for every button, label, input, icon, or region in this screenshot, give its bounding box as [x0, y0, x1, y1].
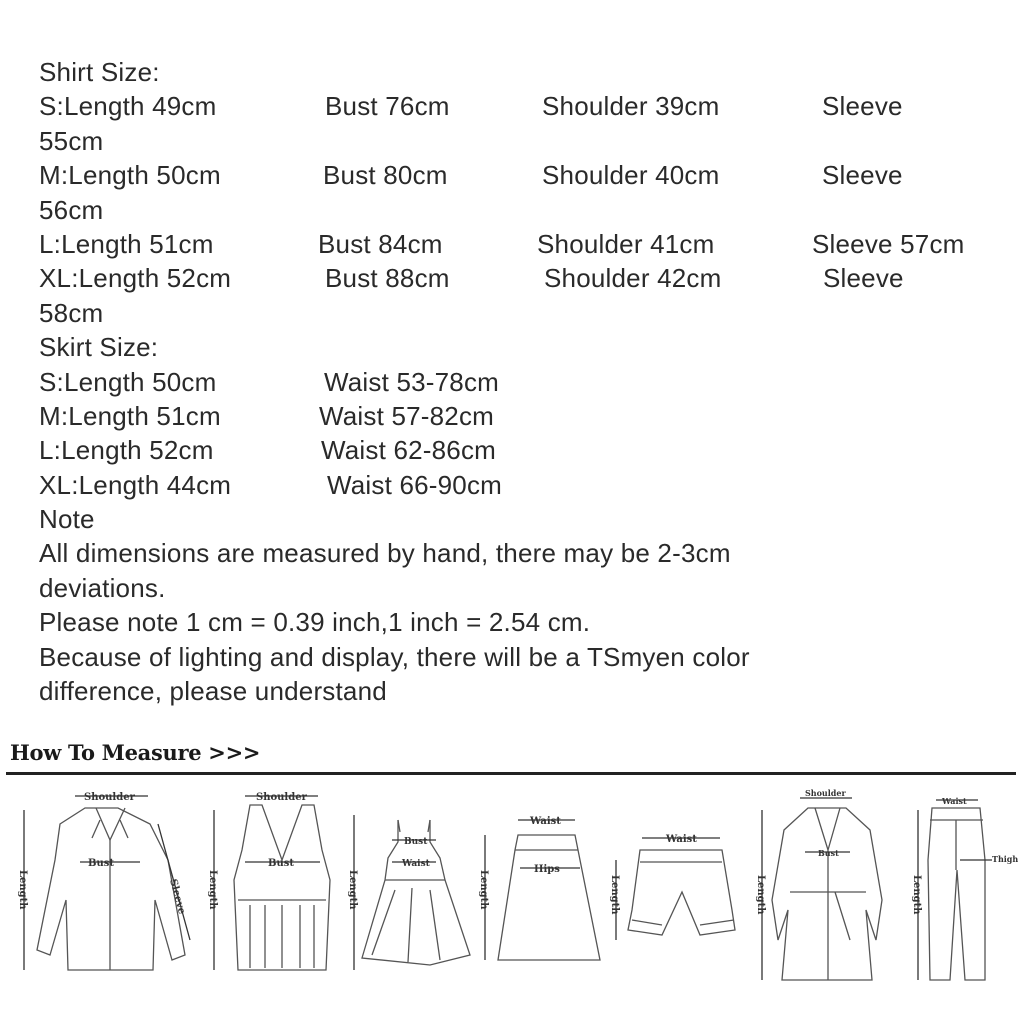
note-line: Because of lighting and display, there will be a TSmyen color difference, please understand	[39, 641, 750, 707]
label-thigh: Thigh	[992, 854, 1019, 864]
skirt-waist: Waist 62-86cm	[321, 435, 497, 466]
label-hips: Hips	[534, 864, 560, 875]
label-length: Length	[755, 875, 766, 915]
label-shoulder: Shoulder	[84, 792, 135, 803]
label-shoulder: Shoulder	[256, 792, 307, 803]
skirt-row-s	[39, 365, 999, 399]
pants-illustration	[918, 800, 992, 980]
shirt-row-s-wrap	[39, 124, 999, 158]
shirt-bust: Bust 88cm	[325, 263, 450, 294]
label-bust: Bust	[404, 837, 428, 847]
shirt-bust: Bust 80cm	[323, 160, 448, 191]
shirt-shoulder: Shoulder 41cm	[537, 228, 715, 259]
shirt-length: M:Length 50cm	[39, 160, 221, 191]
shirt-length: XL:Length 52cm	[39, 263, 232, 294]
label-waist: Waist	[666, 834, 697, 845]
skirt-waist: Waist 53-78cm	[324, 366, 500, 397]
label-length: Length	[207, 870, 218, 910]
shirt-shoulder: Shoulder 42cm	[544, 263, 722, 294]
shorts-illustration	[616, 838, 735, 940]
shirt-bust: Bust 76cm	[325, 91, 450, 122]
blouse-illustration	[24, 796, 190, 970]
label-waist: Waist	[942, 796, 967, 806]
shirt-row-xl-wrap	[39, 296, 999, 330]
skirt-waist: Waist 57-82cm	[319, 400, 495, 431]
skirt-length: S:Length 50cm	[39, 366, 217, 397]
size-chart-text	[39, 55, 999, 709]
shirt-bust: Bust 84cm	[318, 228, 443, 259]
shirt-length: L:Length 51cm	[39, 228, 214, 259]
label-length: Length	[911, 875, 922, 915]
shirt-row-m-wrap	[39, 193, 999, 227]
shirt-row-l	[39, 227, 999, 261]
shirt-size-heading	[39, 55, 999, 89]
coat-illustration	[762, 798, 882, 980]
shirt-shoulder: Shoulder 39cm	[542, 91, 720, 122]
skirt-size-heading	[39, 330, 999, 364]
label-length: Length	[478, 870, 489, 910]
label-bust: Bust	[818, 848, 839, 858]
note-line: Please note 1 cm = 0.39 inch,1 inch = 2.54 cm.	[39, 607, 591, 638]
skirt-row-m	[39, 399, 999, 433]
skirt-length: XL:Length 44cm	[39, 469, 232, 500]
divider	[6, 772, 1016, 775]
shirt-row-s	[39, 89, 999, 123]
label-bust: Bust	[88, 858, 114, 869]
note-heading	[39, 502, 999, 536]
shirt-shoulder: Shoulder 40cm	[542, 160, 720, 191]
shirt-sleeve: Sleeve	[823, 263, 904, 294]
vest-illustration	[214, 796, 330, 970]
shirt-length: S:Length 49cm	[39, 91, 217, 122]
how-to-measure-title: How To Measure >>>	[10, 740, 261, 765]
label-waist: Waist	[402, 859, 430, 869]
shirt-sleeve-wrap: 58cm	[39, 297, 104, 328]
skirt-length: M:Length 51cm	[39, 400, 221, 431]
label-length: Length	[17, 870, 28, 910]
note-line: All dimensions are measured by hand, there may be 2-3cm deviations.	[39, 538, 731, 603]
skirt-length: L:Length 52cm	[39, 435, 214, 466]
shirt-sleeve: Sleeve	[822, 91, 903, 122]
label-length: Length	[609, 875, 620, 915]
label-shoulder: Shoulder	[805, 788, 846, 798]
skirt-waist: Waist 66-90cm	[327, 469, 503, 500]
shirt-sleeve-wrap: 56cm	[39, 194, 104, 225]
skirt-heading-text: Skirt Size:	[39, 332, 159, 363]
label-length: Length	[347, 870, 358, 910]
note-heading-text: Note	[39, 504, 95, 535]
skirt-row-xl	[39, 468, 999, 502]
label-bust: Bust	[268, 858, 294, 869]
shirt-row-xl	[39, 261, 999, 295]
shirt-sleeve-wrap: 55cm	[39, 125, 104, 156]
skirt-row-l	[39, 433, 999, 467]
shirt-row-m	[39, 158, 999, 192]
how-to-measure-panel	[0, 728, 1024, 1024]
shirt-sleeve: Sleeve	[822, 160, 903, 191]
measurement-illustrations	[0, 780, 1024, 1020]
shirt-heading-text: Shirt Size:	[39, 57, 160, 87]
skirt-illustration	[485, 820, 600, 960]
label-waist: Waist	[530, 816, 561, 827]
label-sleeve: Sleeve	[167, 877, 188, 916]
shirt-sleeve: Sleeve 57cm	[812, 228, 965, 259]
